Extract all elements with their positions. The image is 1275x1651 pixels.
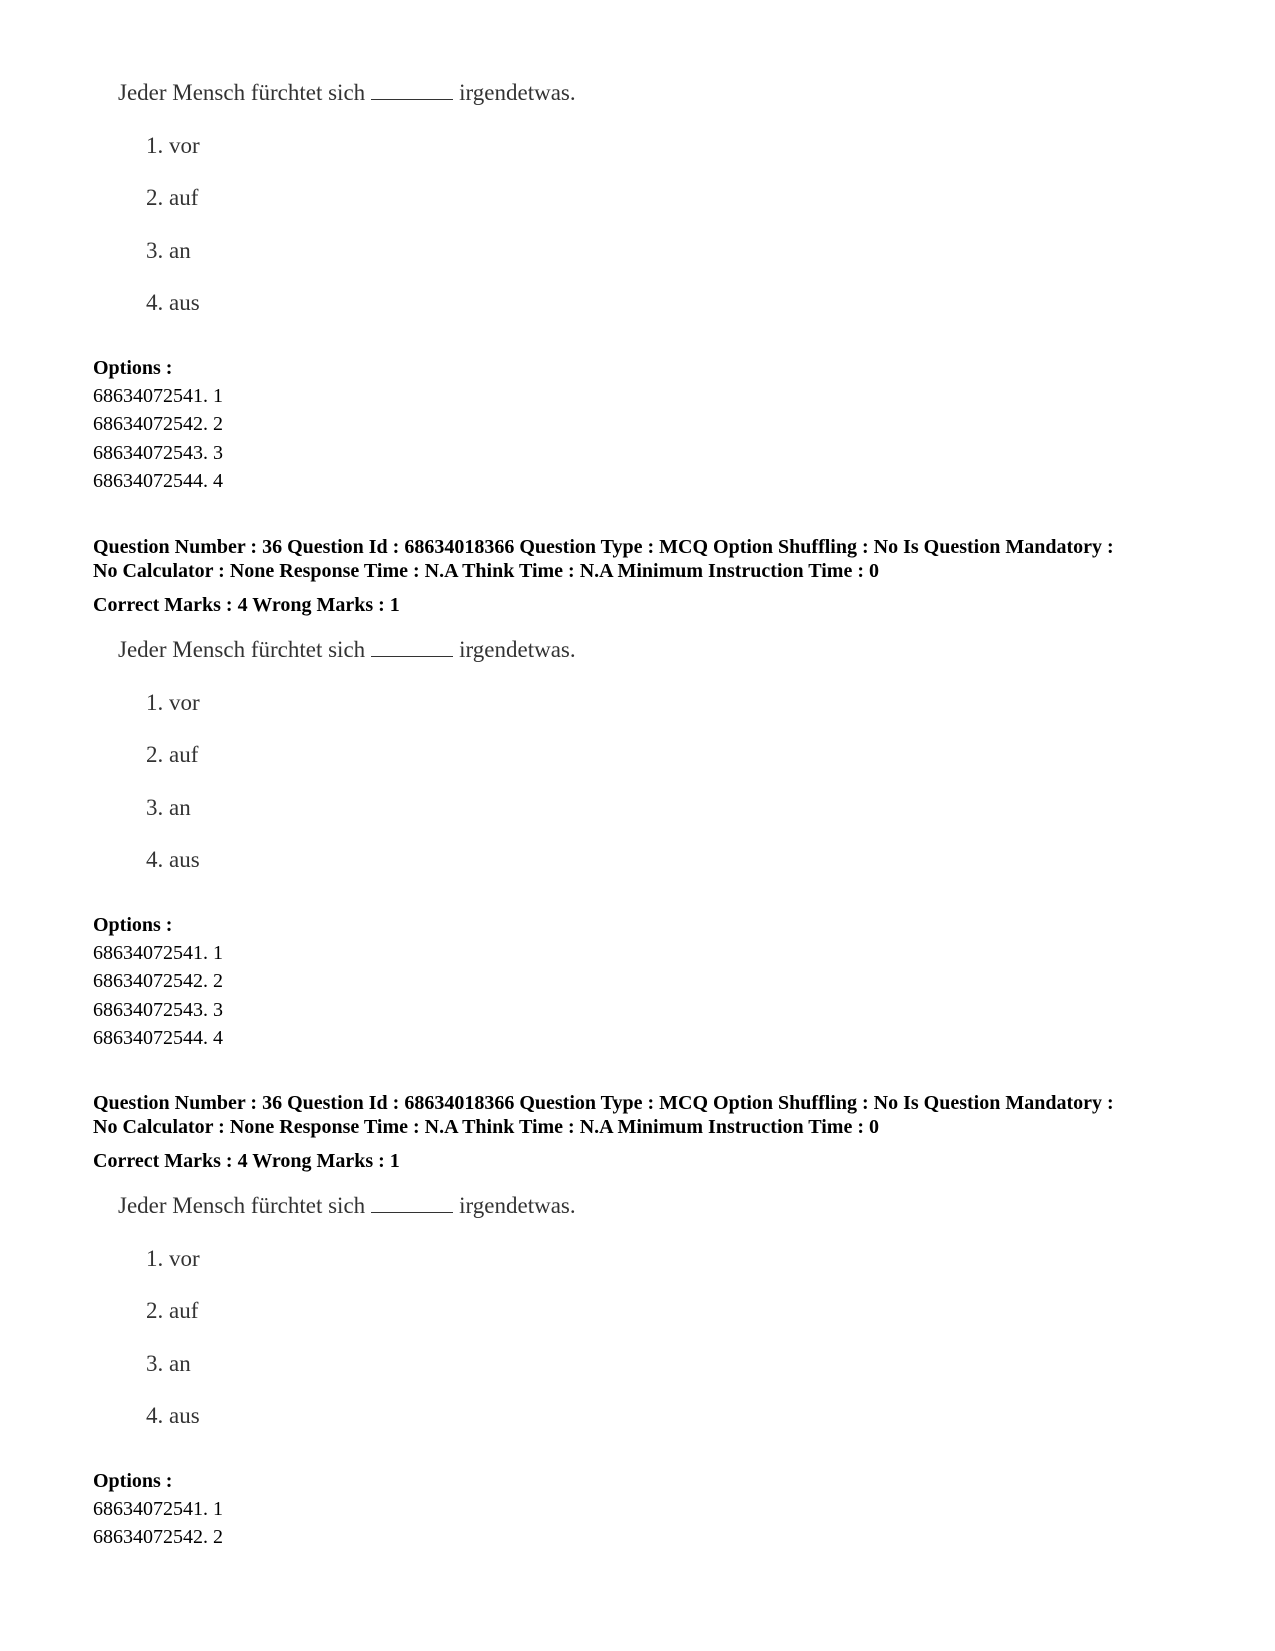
option-line: 68634072542. 2 <box>93 970 223 992</box>
choice-item: 3. an <box>146 1351 191 1376</box>
choice-item: 4. aus <box>146 847 200 872</box>
option-line: 68634072544. 4 <box>93 470 223 492</box>
question-text-before: Jeder Mensch fürchtet sich <box>118 1193 366 1218</box>
question-text-after: irgendetwas. <box>459 80 576 105</box>
choice-item: 3. an <box>146 238 191 263</box>
option-line: 68634072543. 3 <box>93 442 223 464</box>
option-line: 68634072542. 2 <box>93 413 223 435</box>
option-line: 68634072544. 4 <box>93 1027 223 1049</box>
option-line: 68634072541. 1 <box>93 1498 223 1520</box>
options-heading: Options : <box>93 914 173 936</box>
question-meta-line: No Calculator : None Response Time : N.A Think Time : N.A Minimum Instruction Time : 0 <box>93 560 879 582</box>
options-heading: Options : <box>93 1470 173 1492</box>
question-text-before: Jeder Mensch fürchtet sich <box>118 80 366 105</box>
option-line: 68634072543. 3 <box>93 999 223 1021</box>
answer-blank <box>371 636 453 657</box>
options-heading: Options : <box>93 357 173 379</box>
choice-item: 4. aus <box>146 290 200 315</box>
answer-blank <box>371 79 453 100</box>
choice-item: 1. vor <box>146 133 200 158</box>
question-marks: Correct Marks : 4 Wrong Marks : 1 <box>93 1150 400 1172</box>
choice-item: 4. aus <box>146 1403 200 1428</box>
option-line: 68634072541. 1 <box>93 942 223 964</box>
question-marks: Correct Marks : 4 Wrong Marks : 1 <box>93 594 400 616</box>
choice-item: 2. auf <box>146 185 199 210</box>
option-line: 68634072542. 2 <box>93 1526 223 1548</box>
choice-item: 1. vor <box>146 1246 200 1271</box>
question-text-after: irgendetwas. <box>459 1193 576 1218</box>
question-meta-line: No Calculator : None Response Time : N.A Think Time : N.A Minimum Instruction Time : 0 <box>93 1116 879 1138</box>
question-text <box>118 635 576 665</box>
question-meta-line: Question Number : 36 Question Id : 68634018366 Question Type : MCQ Option Shuffling : No Is Question Mandatory : <box>93 536 1114 558</box>
choice-item: 2. auf <box>146 1298 199 1323</box>
question-meta <box>93 535 1203 583</box>
answer-blank <box>371 1192 453 1213</box>
question-meta-line: Question Number : 36 Question Id : 68634018366 Question Type : MCQ Option Shuffling : No Is Question Mandatory : <box>93 1092 1114 1114</box>
question-text-after: irgendetwas. <box>459 637 576 662</box>
question-text <box>118 78 576 108</box>
question-text-before: Jeder Mensch fürchtet sich <box>118 637 366 662</box>
question-meta <box>93 1091 1203 1139</box>
choice-item: 2. auf <box>146 742 199 767</box>
question-text <box>118 1191 576 1221</box>
option-line: 68634072541. 1 <box>93 385 223 407</box>
choice-item: 3. an <box>146 795 191 820</box>
choice-item: 1. vor <box>146 690 200 715</box>
